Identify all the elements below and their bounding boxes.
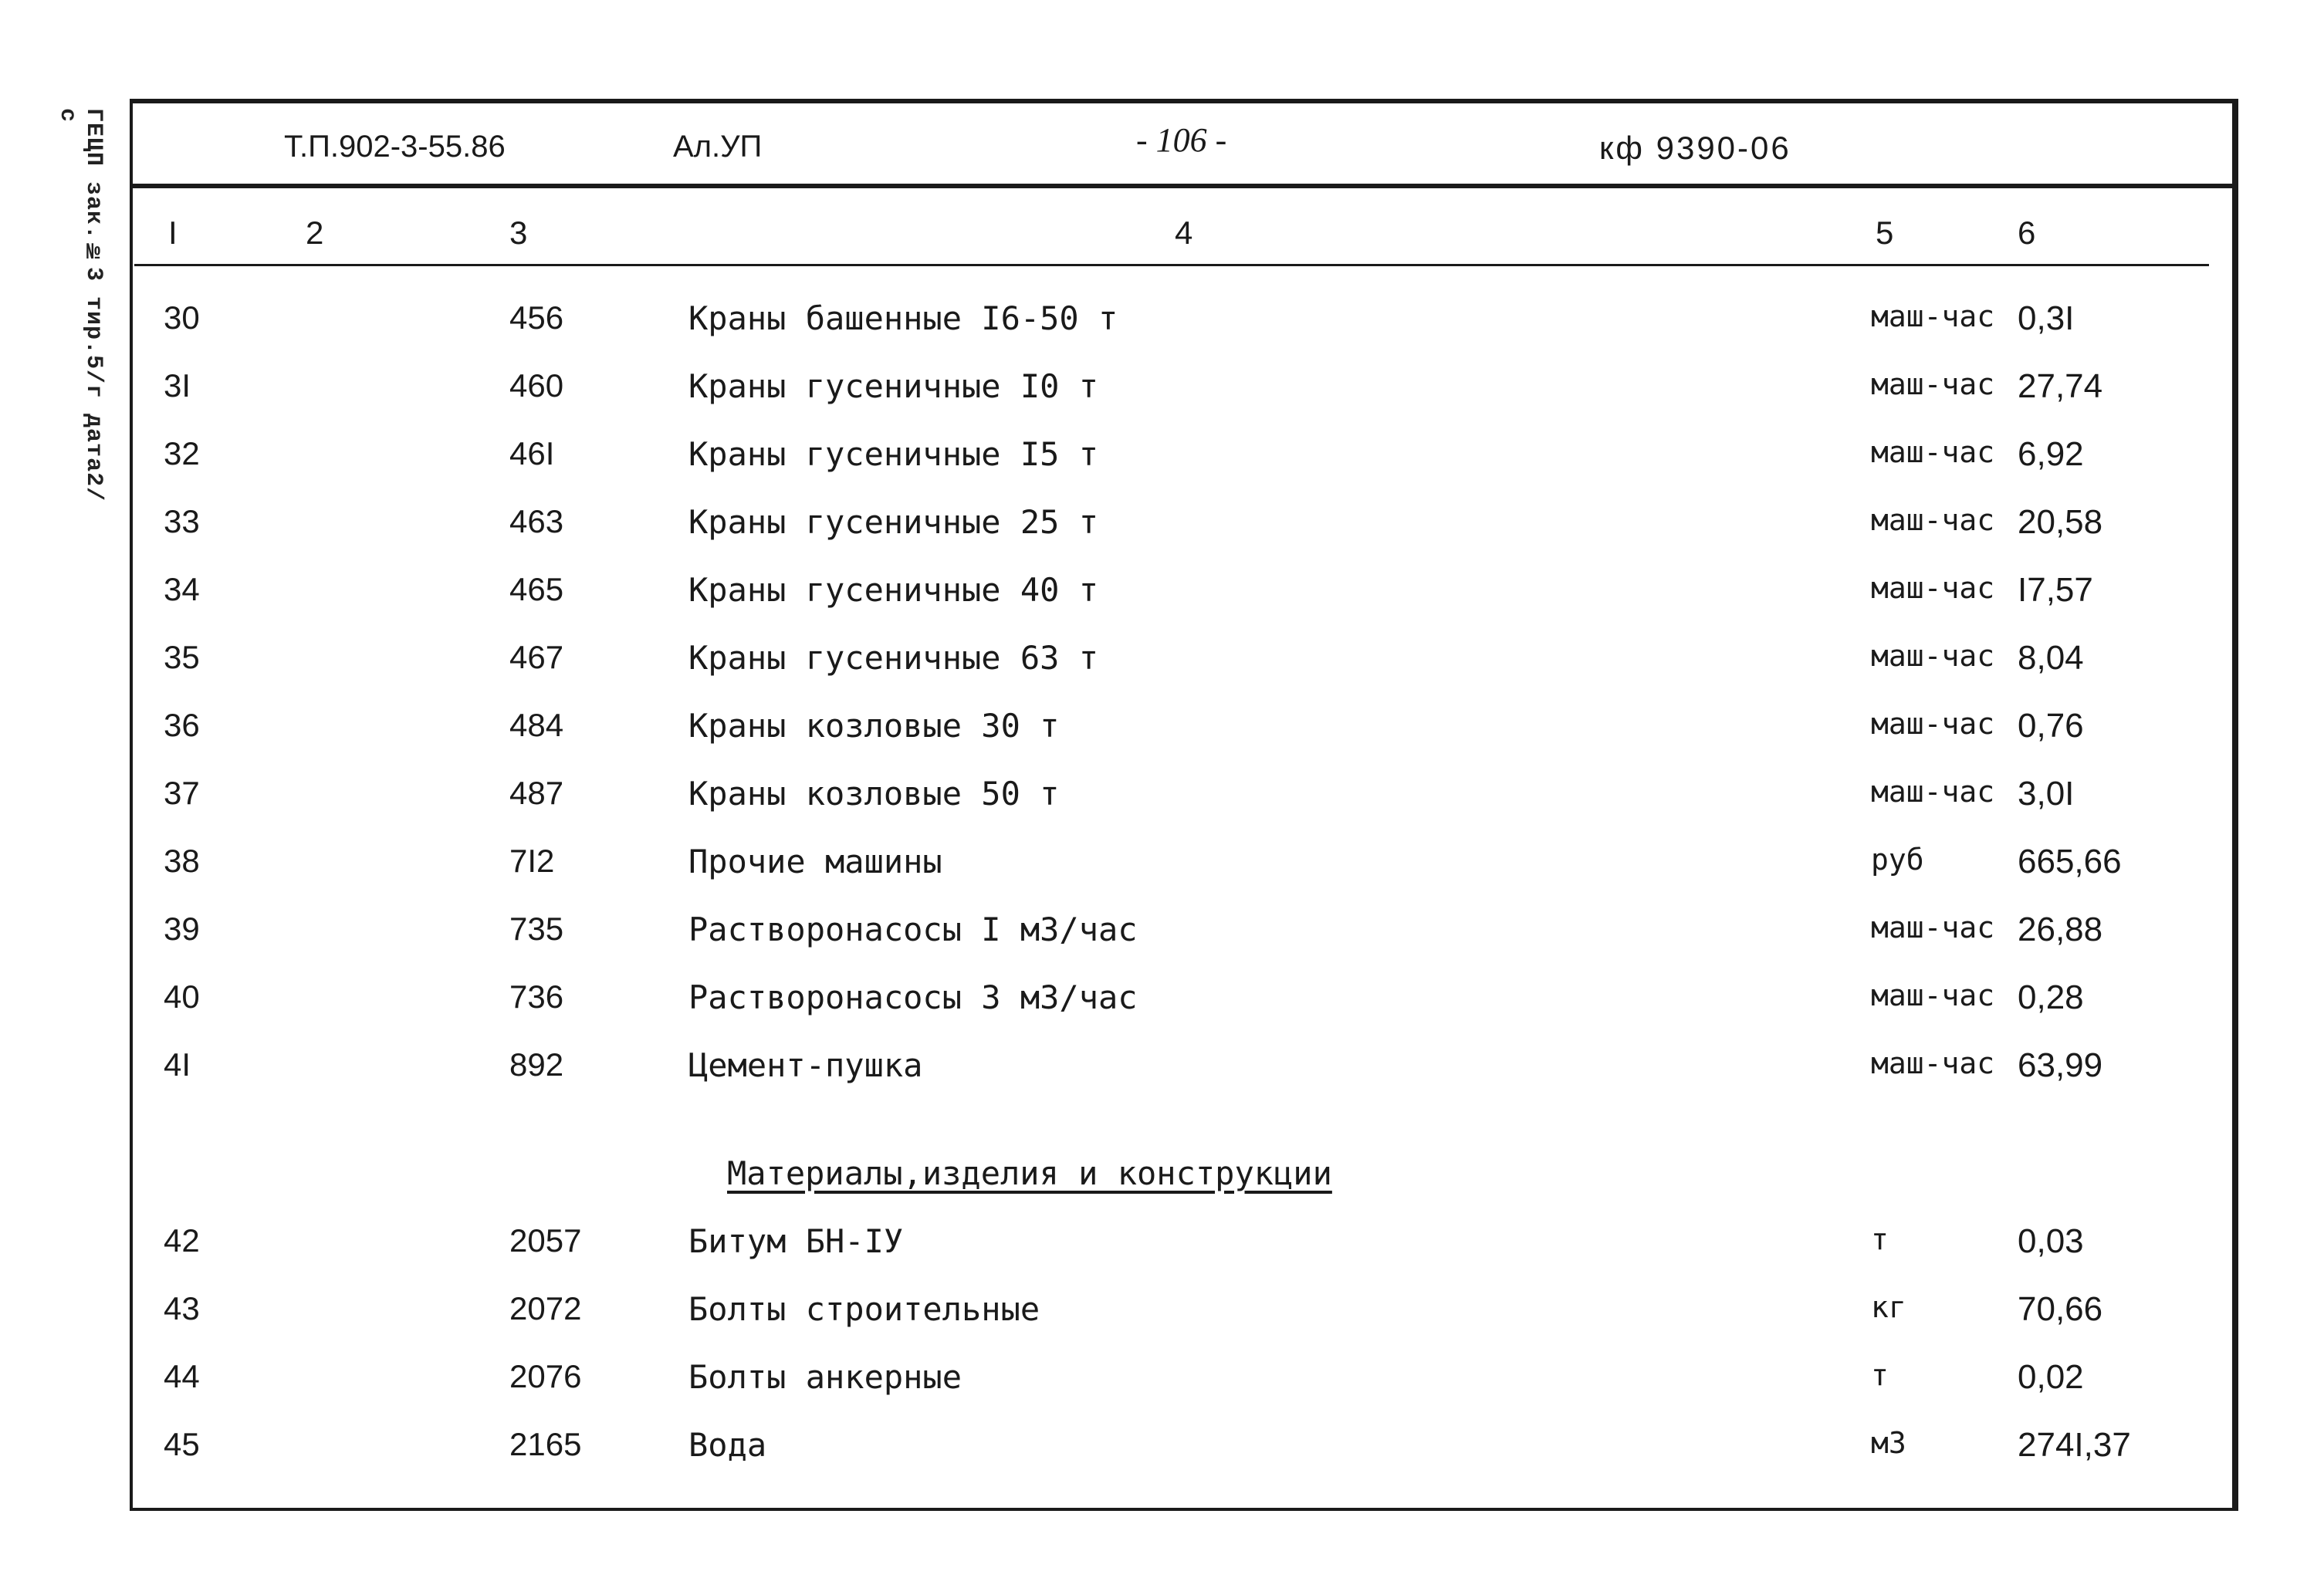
table-row [133, 1426, 2232, 1488]
row-number: 32 [164, 435, 200, 471]
row-quantity: 26,88 [2018, 911, 2103, 948]
row-code: 736 [509, 978, 564, 1015]
row-unit: маш-час [1871, 571, 1995, 605]
row-name: Краны башенные I6-50 т [688, 299, 1118, 337]
row-unit: т [1871, 1222, 1889, 1256]
row-name: Растворонасосы I м3/час [688, 911, 1138, 948]
row-quantity: 665,66 [2018, 843, 2122, 880]
row-number: 4I [164, 1046, 191, 1083]
row-unit: маш-час [1871, 1046, 1995, 1080]
doc-number: Т.П.902-3-55.86 [284, 130, 506, 164]
row-code: 456 [509, 299, 564, 336]
section-title: Материалы,изделия и конструкции [727, 1154, 1332, 1192]
document-sheet [130, 99, 2238, 1511]
row-name: Краны гусеничные 40 т [688, 571, 1099, 609]
row-name: Краны гусеничные 25 т [688, 503, 1099, 541]
table-row [133, 367, 2232, 429]
row-unit: маш-час [1871, 299, 1995, 333]
row-number: 35 [164, 639, 200, 675]
row-number: 37 [164, 775, 200, 811]
row-name: Прочие машины [688, 843, 942, 880]
row-number: 43 [164, 1290, 200, 1326]
row-quantity: 63,99 [2018, 1046, 2103, 1084]
row-code: 2072 [509, 1290, 582, 1326]
row-unit: маш-час [1871, 911, 1995, 944]
table-row [133, 911, 2232, 972]
row-unit: маш-час [1871, 639, 1995, 673]
column-number: 3 [509, 215, 528, 251]
row-unit: маш-час [1871, 707, 1995, 741]
column-number: I [168, 215, 178, 251]
page-number: - 106 - [1136, 121, 1227, 159]
table-row [133, 1046, 2232, 1108]
row-code: 735 [509, 911, 564, 947]
row-name: Болты анкерные [688, 1358, 962, 1396]
row-name: Краны гусеничные I5 т [688, 435, 1099, 473]
table-row [133, 1290, 2232, 1352]
table-row [133, 978, 2232, 1040]
column-number: 5 [1876, 215, 1894, 251]
row-quantity: 0,76 [2018, 707, 2084, 745]
row-code: 487 [509, 775, 564, 811]
row-name: Краны гусеничные 63 т [688, 639, 1099, 677]
row-number: 38 [164, 843, 200, 879]
row-code: 892 [509, 1046, 564, 1083]
row-quantity: 0,03 [2018, 1222, 2084, 1260]
row-name: Краны козловые 30 т [688, 707, 1060, 745]
row-number: 40 [164, 978, 200, 1015]
row-name: Вода [688, 1426, 767, 1464]
table-row [133, 843, 2232, 904]
side-stamp: ГЕЦП зак.№3 тир.5/г дата2/с [54, 108, 107, 502]
table-row [133, 435, 2232, 497]
row-quantity: 3,0I [2018, 775, 2075, 813]
row-unit: маш-час [1871, 435, 1995, 469]
row-name: Битум БН-IУ [688, 1222, 904, 1260]
table-row [133, 1222, 2232, 1284]
row-unit: руб [1871, 843, 1924, 877]
row-quantity: 27,74 [2018, 367, 2103, 405]
row-number: 39 [164, 911, 200, 947]
table-row [133, 299, 2232, 361]
table-body [133, 103, 2232, 1508]
row-number: 42 [164, 1222, 200, 1259]
row-code: 467 [509, 639, 564, 675]
row-number: 30 [164, 299, 200, 336]
row-quantity: 8,04 [2018, 639, 2084, 677]
row-number: 44 [164, 1358, 200, 1394]
row-quantity: I7,57 [2018, 571, 2093, 609]
row-quantity: 274I,37 [2018, 1426, 2131, 1464]
row-code: 484 [509, 707, 564, 743]
row-unit: маш-час [1871, 367, 1995, 401]
row-unit: маш-час [1871, 978, 1995, 1012]
row-code: 2165 [509, 1426, 582, 1462]
table-row [133, 1358, 2232, 1420]
table-row [133, 707, 2232, 769]
row-unit: маш-час [1871, 503, 1995, 537]
table-row [133, 571, 2232, 633]
sheet-code: кф 9390-06 [1599, 130, 1791, 166]
row-name: Краны козловые 50 т [688, 775, 1060, 813]
row-name: Краны гусеничные I0 т [688, 367, 1099, 405]
row-unit: м3 [1871, 1426, 1906, 1460]
row-name: Растворонасосы 3 м3/час [688, 978, 1138, 1016]
row-code: 460 [509, 367, 564, 404]
row-unit: кг [1871, 1290, 1906, 1324]
row-quantity: 6,92 [2018, 435, 2084, 473]
row-number: 3I [164, 367, 191, 404]
row-number: 45 [164, 1426, 200, 1462]
row-code: 465 [509, 571, 564, 607]
column-number: 6 [2018, 215, 2036, 251]
row-quantity: 0,28 [2018, 978, 2084, 1016]
album-label: Ал.УП [673, 130, 763, 164]
row-name: Болты строительные [688, 1290, 1040, 1328]
row-code: 46I [509, 435, 555, 471]
row-name: Цемент-пушка [688, 1046, 923, 1084]
row-quantity: 0,02 [2018, 1358, 2084, 1396]
table-row [133, 639, 2232, 701]
row-code: 2057 [509, 1222, 582, 1259]
row-code: 463 [509, 503, 564, 539]
row-quantity: 0,3I [2018, 299, 2075, 337]
row-number: 34 [164, 571, 200, 607]
row-unit: т [1871, 1358, 1889, 1392]
row-number: 36 [164, 707, 200, 743]
row-quantity: 70,66 [2018, 1290, 2103, 1328]
column-number: 4 [1175, 215, 1193, 251]
row-code: 2076 [509, 1358, 582, 1394]
row-number: 33 [164, 503, 200, 539]
row-code: 7I2 [509, 843, 555, 879]
table-row [133, 775, 2232, 836]
table-row [133, 503, 2232, 565]
row-unit: маш-час [1871, 775, 1995, 809]
row-quantity: 20,58 [2018, 503, 2103, 541]
column-number: 2 [306, 215, 324, 251]
